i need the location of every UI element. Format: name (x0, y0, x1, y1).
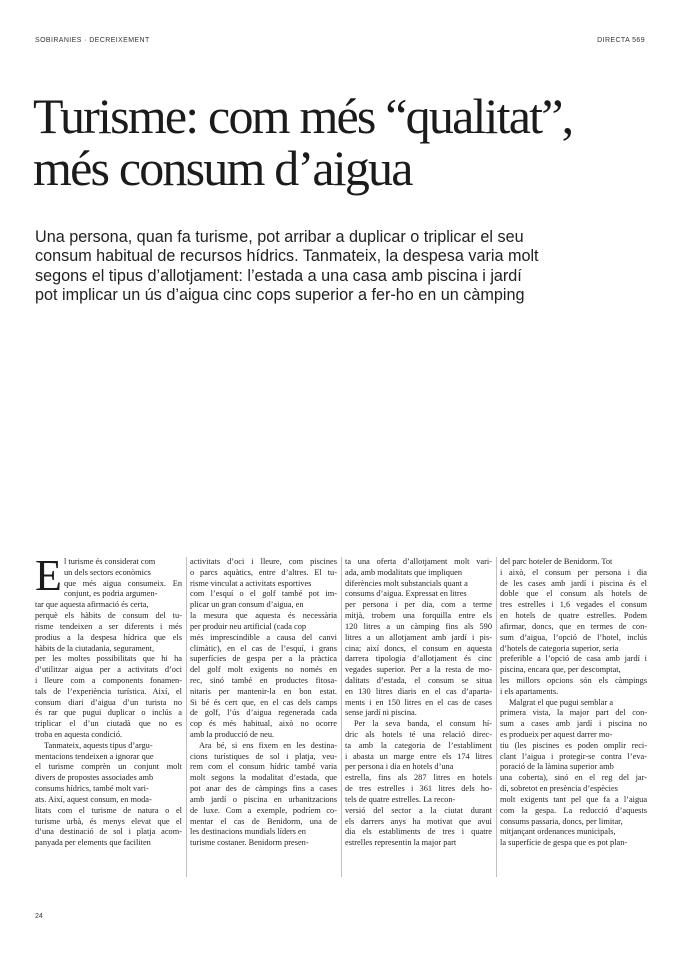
lede-line: pot implicar un ús d’aigua cinc cops superior a fer-ho en un càmping (35, 286, 525, 305)
body-line: piscina, encara que, per descomptat, (500, 665, 621, 675)
body-line: cions turístiques de sol i platja, veu- (190, 751, 337, 761)
body-line: consums hídrics, també molt vari- (35, 784, 149, 794)
body-line: doble que el consum als hotels de (500, 589, 647, 599)
body-line: amb jardí o piscina en urbanitzacions (190, 794, 337, 804)
body-line: conjunt, es podria argumen- (64, 589, 158, 599)
body-line: litats com el turisme de natura o el (35, 805, 182, 815)
body-line: per produir neu artificial (cada cop (190, 621, 307, 631)
body-line: nitaris per mantenir-la en bon estat. (190, 686, 337, 696)
body-column-4 (500, 557, 647, 849)
body-line: sum d’aigua, l’opció de l’hotel, inclús (500, 632, 647, 642)
body-line: primera vista, la major part del con- (500, 708, 647, 718)
body-line: versió del sector a la ciutat durant (345, 805, 492, 815)
body-line: en 130 litres diaris en el cas d’aparta- (345, 686, 492, 696)
body-line: mitjà, trobem una forquilla entre els (345, 611, 492, 621)
body-line: de les cases amb jardí i piscina és el (500, 578, 647, 588)
body-line: risme vinculat a activitats esportives (190, 578, 312, 588)
body-line: rem com el consum hídric també varia (190, 762, 337, 772)
body-line: Per la seva banda, el consum hí- (354, 719, 492, 729)
body-line: dia els establiments de tres i quatre (345, 827, 492, 837)
body-line: com la gespa. La reducció d’aquests (500, 805, 647, 815)
body-line: ats. Així, aquest consum, en moda- (35, 794, 152, 804)
article-lede (35, 228, 655, 306)
body-line: o parcs aquàtics, entre d’altres. El tu- (190, 567, 337, 577)
body-line: la superfície de gespa que es pot plan- (500, 838, 628, 848)
body-line: d’hotels de categoria superior, seria (500, 643, 619, 653)
body-line: 120 litres a un càmping fins als 590 (345, 621, 492, 631)
body-line: Si bé és cert que, en el cas dels camps (190, 697, 337, 707)
body-line: del parc hoteler de Benidorm. Tot (500, 557, 613, 566)
body-line: estrelles representin la major part (345, 838, 457, 848)
body-line: per persona i per dia, com a terme (345, 600, 492, 610)
body-line: tar que aquesta afirmació és certa, (35, 600, 149, 610)
body-column-2 (190, 557, 337, 849)
body-line: darrera tipologia d’allotjament és cinc (345, 654, 492, 664)
body-line: una coberta), sinó en el reg del jar- (500, 773, 647, 783)
body-line: sense jardí ni piscina. (345, 708, 417, 718)
body-line: poració de la làmina superior amb (500, 762, 614, 772)
body-column-1 (35, 551, 182, 849)
body-line: més imprescindible a causa del canvi (190, 632, 337, 642)
body-line: les millors opcions són els càmpings (500, 675, 647, 685)
body-line: turisme urbà, és menys elevat que el (35, 816, 182, 826)
body-line: clant l’aigua i protegir-se contra l’eva- (500, 751, 647, 761)
body-line: la mesura que aquesta és necessària (190, 611, 337, 621)
body-line: del golf molt exigents no només en (190, 665, 337, 675)
title-line: més consum d’aigua (33, 140, 412, 196)
body-line: un dels sectors econòmics (64, 567, 151, 577)
body-line: per persona i dia en hotels d’una (345, 762, 454, 772)
body-line: Ara bé, si ens fixem en les destina- (199, 740, 337, 750)
body-line: molt segons la modalitat d’estada, que (190, 773, 337, 783)
body-line: hàbits de la ciutadania, segurament, (35, 643, 155, 653)
body-line: activitats d’oci i lleure, com piscines (190, 557, 337, 566)
body-line: per les moltes possibilitats que hi ha (35, 654, 182, 664)
body-line: estrella, fins als 287 litres en hotels (345, 773, 492, 783)
body-line: perquè els hàbits de consum del tu- (35, 611, 182, 621)
body-line: diferències molt substancials quant a (345, 578, 468, 588)
body-line: el turisme comprèn un conjunt molt (35, 762, 182, 772)
body-line: mentacions tendeixen a ignorar que (35, 751, 154, 761)
body-line: ada, amb modalitats que impliquen (345, 567, 463, 577)
body-line: triplicar el d’un ciutadà que no es (35, 719, 182, 729)
issue-label: DIRECTA 569 (597, 37, 645, 44)
body-line: sum a cases amb jardí i piscina no (500, 719, 647, 729)
body-line: i això, el consum per persona i dia (500, 567, 647, 577)
body-line: en hotels de quatre estrelles. Podem (500, 611, 647, 621)
column-divider (496, 557, 497, 877)
lede-line: segons el tipus d’allotjament: l’estada a una casa amb piscina i jardí (35, 266, 522, 285)
body-line: preferible a l’opció de casa amb jardí i (500, 654, 647, 664)
body-line: ta amb la categoria de l’establiment (345, 740, 492, 750)
body-line: dí, sobretot en presència d’espècies (500, 784, 618, 794)
body-line: és rar que pugui duplicar o inclús a (35, 708, 182, 718)
body-line: de tres estrelles i 361 litres dels ho- (345, 784, 492, 794)
body-line: prodius a la despesa hídrica que els (35, 632, 182, 642)
body-line: i lleure com a components fonamen- (35, 675, 182, 685)
body-line: risme tendeixen a ser diferents i més (35, 621, 182, 631)
body-column-3 (345, 557, 492, 849)
body-line: cop és més habitual, això no ocorre (190, 719, 337, 729)
body-line: amb la producció de neu. (190, 730, 275, 739)
body-line: vegades superior. Per a la resta de mo- (345, 665, 492, 675)
body-line: pot anar des de càmpings fins a cases (190, 784, 337, 794)
body-line: consum diari d’aigua d’un turista no (35, 697, 182, 707)
body-line: plicar un gran consum d’aigua, en (190, 600, 304, 610)
drop-cap: E (35, 551, 62, 600)
body-line: consums d’aigua. Expressat en litres (345, 589, 467, 599)
body-line: litres a un allotjament amb jardí i pis- (345, 632, 492, 642)
title-line: Turisme: com més “qualitat”, (33, 88, 573, 144)
body-line: tres estrelles i 1,6 vegades el consum (500, 600, 647, 610)
body-line: ments i en 150 litres en el cas de cases (345, 697, 492, 707)
body-line: es produeix per aquest darrer mo- (500, 730, 613, 739)
body-line: rec, sinó també en productes fitosa- (190, 675, 337, 685)
body-line: climàtic), en el cas de l’esquí, i grans (190, 643, 337, 653)
body-line: Tanmateix, aquests tipus d’argu- (44, 740, 153, 750)
body-line: divers de propostes associades amb (35, 773, 154, 783)
column-divider (186, 557, 187, 877)
column-divider (341, 557, 342, 877)
body-line: tals de l’experiència turística. Així, el (35, 686, 182, 696)
body-line: i els apartaments. (500, 686, 559, 696)
page-number: 24 (35, 913, 43, 920)
lede-line: consum habitual de recursos hídrics. Tanmateix, la despesa varia molt (35, 247, 539, 266)
body-line: cina; així doncs, el consum en aquesta (345, 643, 492, 653)
body-line: que més aigua consumeix. En (64, 578, 182, 588)
body-line: afirmar, doncs, que en termes de con- (500, 621, 647, 631)
body-line: dalitats d’estada, el consum se situa (345, 675, 492, 685)
body-line: tiu (les piscines es poden omplir reci- (500, 740, 647, 750)
section-label: SOBIRANIES · DECREIXEMENT (35, 37, 150, 44)
article-title (33, 90, 653, 194)
body-line: consums passaria, doncs, per limitar, (500, 816, 623, 826)
body-line: panyada per elements que faciliten (35, 838, 151, 848)
body-line: turisme costaner. Benidorm presen- (190, 838, 309, 848)
body-line: l turisme és considerat com (64, 557, 156, 566)
body-line: dric als hotels té una relació direc- (345, 730, 492, 739)
body-line: mitjançant ordenances municipals, (500, 827, 616, 837)
body-line: d’utilitzar aigua per a activitats d’oci (35, 665, 182, 675)
body-line: d’una destinació de sol i platja acom- (35, 827, 182, 837)
lede-line: Una persona, quan fa turisme, pot arribar a duplicar o triplicar el seu (35, 228, 524, 246)
body-line: ta una oferta d’allotjament molt vari- (345, 557, 492, 566)
body-line: tels de quatre estrelles. La recon- (345, 794, 456, 804)
body-line: mentar el cas de Benidorm, una de (190, 816, 337, 826)
body-line: de luxe. Com a exemple, podríem co- (190, 805, 337, 815)
body-line: superfícies de gespa per a la pràctica (190, 654, 337, 664)
body-line: les destinacions mundials líders en (190, 827, 306, 837)
body-line: molt exigents tant pel que fa a l’aigua (500, 794, 647, 804)
body-line: Malgrat el que pugui semblar a (509, 697, 614, 707)
body-line: els darrers anys ha motivat que avui (345, 816, 492, 826)
body-line: troba en aquesta condició. (35, 730, 123, 739)
body-line: de golf, l’ús d’aigua regenerada cada (190, 708, 337, 718)
body-line: com l’esquí o el golf també pot im- (190, 589, 337, 599)
body-line: i abasta un marge entre els 174 litres (345, 751, 492, 761)
